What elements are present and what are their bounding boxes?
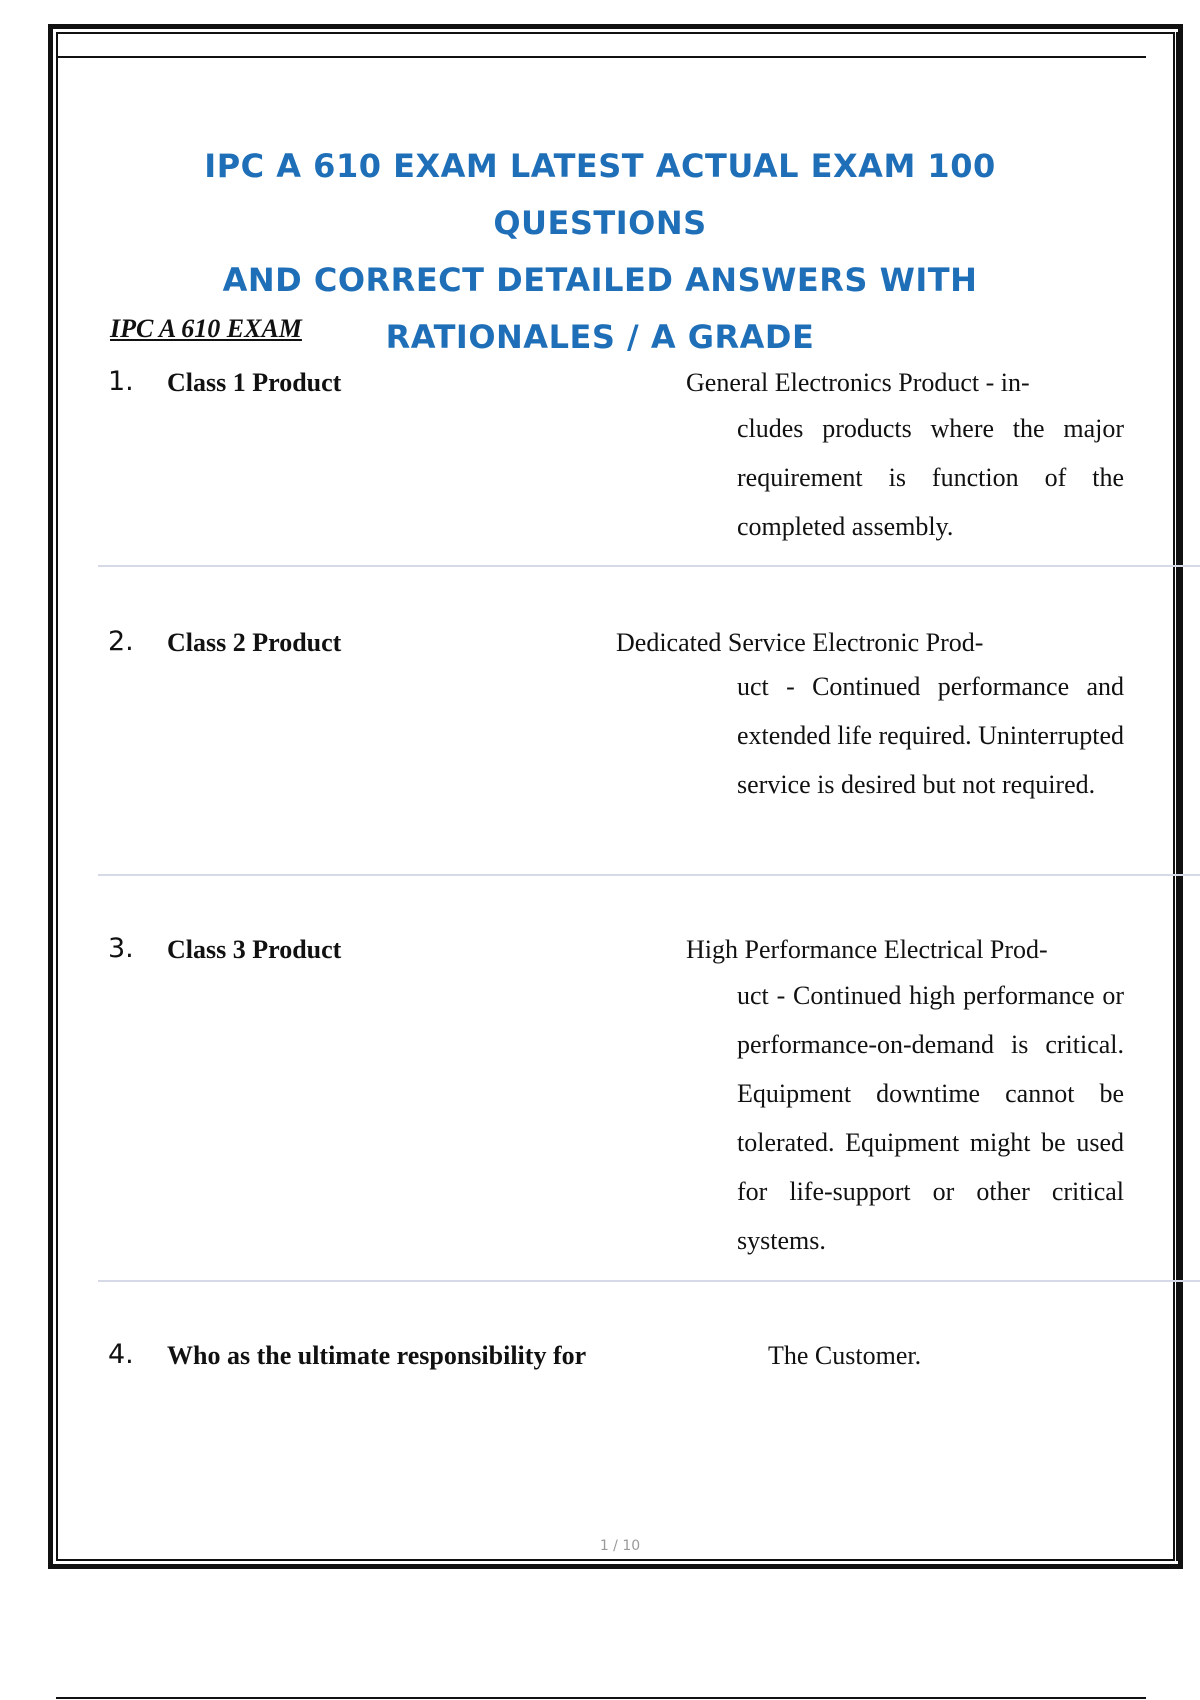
qa-question: Class 2 Product bbox=[167, 628, 342, 657]
header-rule bbox=[56, 56, 1146, 58]
section-heading: IPC A 610 EXAM bbox=[110, 314, 302, 343]
qa-number: 3. bbox=[108, 933, 134, 964]
document-title-line-3: RATIONALES / A GRADE bbox=[385, 318, 815, 356]
document-title-line-2: AND CORRECT DETAILED ANSWERS WITH bbox=[222, 261, 978, 299]
qa-answer-rest: uct - Continued high performance or performance-on-demand is critical. Equipment downtime cannot be tolerated. Equipment might be used for life-support or other critical systems. bbox=[737, 981, 1124, 1255]
qa-number: 2. bbox=[108, 626, 134, 657]
qa-answer-first-line: The Customer. bbox=[768, 1341, 922, 1370]
document-title-line-1: IPC A 610 EXAM LATEST ACTUAL EXAM 100 QUESTIONS bbox=[204, 147, 996, 242]
qa-number: 4. bbox=[108, 1339, 134, 1370]
qa-number: 1. bbox=[108, 366, 134, 397]
qa-divider bbox=[98, 874, 1200, 876]
qa-answer-rest: cludes products where the major requirement is function of the completed assembly. bbox=[737, 414, 1124, 541]
next-page-rule bbox=[56, 1697, 1146, 1699]
qa-answer-rest: uct - Continued performance and extended life required. Uninterrupted service is desired but not required. bbox=[737, 672, 1124, 799]
qa-question: Who as the ultimate responsibility for bbox=[167, 1341, 587, 1370]
page-right-rule bbox=[1176, 32, 1178, 1561]
qa-divider bbox=[98, 565, 1200, 567]
qa-answer-first-line: High Performance Electrical Prod- bbox=[686, 935, 1048, 964]
page-indicator: 1 / 10 bbox=[599, 1538, 641, 1554]
qa-question: Class 3 Product bbox=[167, 935, 342, 964]
qa-answer-first-line: General Electronics Product - in- bbox=[686, 368, 1030, 397]
qa-question: Class 1 Product bbox=[167, 368, 342, 397]
qa-answer-first-line: Dedicated Service Electronic Prod- bbox=[616, 628, 984, 657]
qa-divider bbox=[98, 1280, 1200, 1282]
